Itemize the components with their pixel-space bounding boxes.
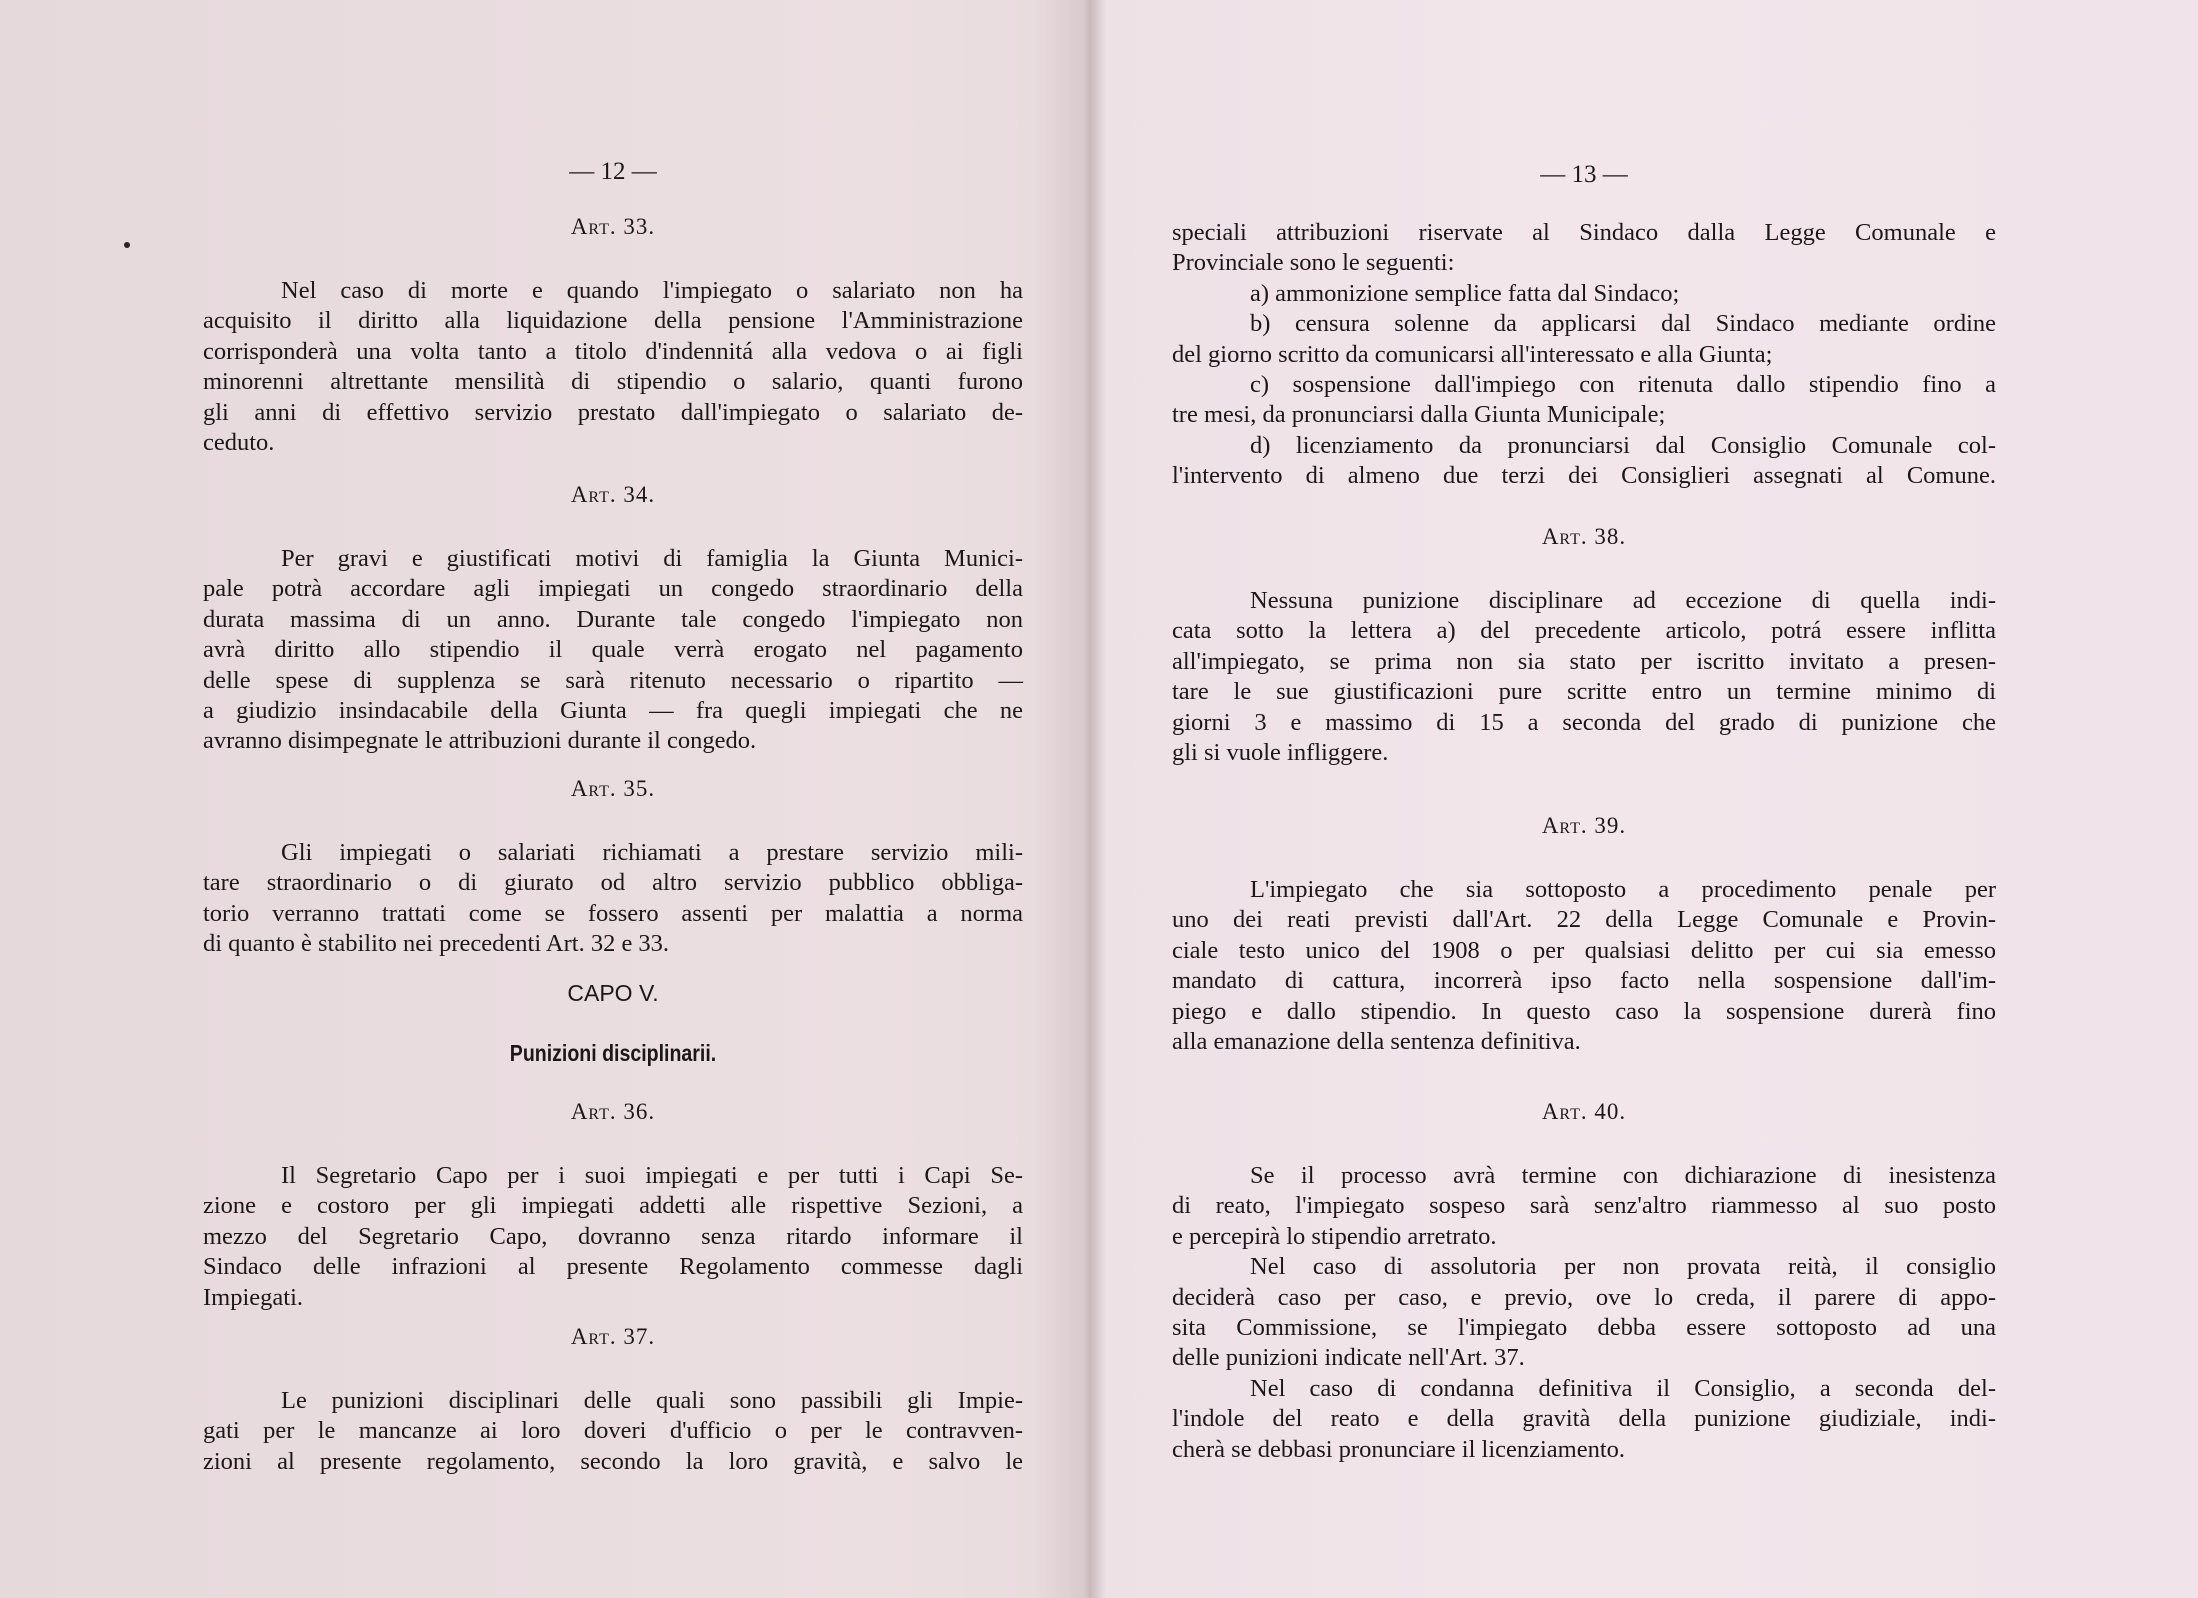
text-line: sita Commissione, se l'impiegato debba essere sottoposto ad una — [1172, 1313, 1996, 1341]
text-line: cata sotto la lettera a) del precedente articolo, potrá essere inflitta — [1172, 617, 1996, 645]
text-line: gli anni di effettivo servizio prestato dall'impiegato o salariato de- — [203, 398, 1023, 426]
text-line: zioni al presente regolamento, secondo la loro gravità, e salvo le — [203, 1447, 1023, 1475]
text-line: e percepirà lo stipendio arretrato. — [1172, 1222, 1497, 1250]
ink-speck — [124, 242, 130, 248]
text-line: avrà diritto allo stipendio il quale verrà erogato nel pagamento — [203, 636, 1023, 664]
text-line: delle spese di supplenza se sarà ritenuto necessario o ripartito — — [203, 666, 1023, 694]
text-line: torio verranno trattati come se fossero assenti per malattia a norma — [203, 899, 1023, 927]
article-38 — [1172, 524, 1996, 768]
text-line: l'indole del reato e della gravità della punizione giudiziale, indi- — [1172, 1405, 1996, 1433]
text-line: tare le sue giustificazioni pure scritte entro un termine minimo di — [1172, 678, 1996, 706]
text-line: uno dei reati previsti dall'Art. 22 della Legge Comunale e Provin- — [1172, 906, 1996, 934]
article-heading: Art. 40. — [1541, 1099, 1627, 1124]
text-line: di quanto è stabilito nei precedenti Art. 32 e 33. — [203, 930, 670, 958]
article-35 — [203, 776, 1023, 960]
article-40 — [1172, 1099, 1996, 1465]
text-line: giorni 3 e massimo di 15 a seconda del grado di punizione che — [1172, 708, 1996, 736]
text-line: del giorno scritto da comunicarsi all'interessato e alla Giunta; — [1172, 340, 1773, 368]
text-line: Nel caso di assolutoria per non provata reità, il consiglio — [1250, 1253, 1996, 1281]
text-line: Impiegati. — [203, 1283, 304, 1311]
text-line: a giudizio insindacabile della Giunta — fra quegli impiegati che ne — [203, 696, 1023, 724]
text-line: deciderà caso per caso, e previo, ove lo creda, il parere di appo- — [1172, 1283, 1996, 1311]
chapter-title: Punizioni disciplinarii. — [509, 1040, 717, 1066]
text-line: Nel caso di condanna definitiva il Consiglio, a seconda del- — [1250, 1374, 1996, 1402]
text-line: gli si vuole infliggere. — [1172, 738, 1389, 766]
article-37-continued — [1172, 218, 1996, 492]
text-line: Le punizioni disciplinari delle quali sono passibili gli Impie- — [281, 1387, 1023, 1414]
text-line: Se il processo avrà termine con dichiarazione di inesistenza — [1250, 1162, 1996, 1189]
article-36 — [203, 1099, 1023, 1313]
text-line: l'intervento di almeno due terzi dei Consiglieri assegnati al Comune. — [1172, 462, 1996, 490]
article-heading: Art. 39. — [1541, 813, 1627, 838]
text-line: corrisponderà una volta tanto a titolo d'indennitá alla vedova o ai figli — [203, 337, 1023, 365]
text-line: d) licenziamento da pronunciarsi dal Consiglio Comunale col- — [1250, 431, 1996, 459]
page-number: — 12 — — [569, 158, 657, 185]
text-line: mandato di cattura, incorrerà ipso facto nella sospensione dall'im- — [1172, 967, 1996, 995]
text-line: tare straordinario o di giurato od altro servizio pubblico obbliga- — [203, 869, 1023, 897]
text-line: L'impiegato che sia sottoposto a procedimento penale per — [1250, 876, 1996, 903]
text-line: Gli impiegati o salariati richiamati a prestare servizio mili- — [281, 839, 1023, 866]
text-line: alla emanazione della sentenza definitiva. — [1172, 1027, 1581, 1055]
text-line: ciale testo unico del 1908 o per qualsiasi delitto per cui sia emesso — [1172, 936, 1996, 964]
article-heading: Art. 34. — [570, 482, 656, 507]
text-line: Provinciale sono le seguenti: — [1172, 249, 1455, 277]
text-line: Nel caso di morte e quando l'impiegato o salariato non ha — [281, 277, 1023, 304]
text-line: gati per le mancanze ai loro doveri d'ufficio o per le contravven- — [203, 1417, 1023, 1445]
text-line: piego e dallo stipendio. In questo caso la sospensione durerà fino — [1172, 997, 1996, 1025]
text-line: minorenni altrettante mensilità di stipendio o salario, quanti furono — [203, 368, 1023, 396]
text-line: cherà se debbasi pronunciare il licenziamento. — [1172, 1435, 1626, 1463]
text-line: speciali attribuzioni riservate al Sindaco dalla Legge Comunale e — [1172, 219, 1996, 246]
text-line: Sindaco delle infrazioni al presente Regolamento commesse dagli — [203, 1253, 1023, 1281]
text-line: mezzo del Segretario Capo, dovranno senza ritardo informare il — [203, 1222, 1023, 1250]
chapter-label: CAPO V. — [567, 980, 659, 1006]
text-line: avranno disimpegnate le attribuzioni durante il congedo. — [203, 727, 757, 755]
text-line: b) censura solenne da applicarsi dal Sindaco mediante ordine — [1250, 310, 1996, 338]
article-39 — [1172, 813, 1996, 1057]
text-line: a) ammonizione semplice fatta dal Sindaco; — [1250, 279, 1680, 307]
text-line: di reato, l'impiegato sospeso sarà senz'altro riammesso al suo posto — [1172, 1192, 1996, 1220]
article-heading: Art. 35. — [570, 776, 656, 801]
text-line: pale potrà accordare agli impiegati un congedo straordinario della — [203, 575, 1023, 603]
article-33 — [203, 214, 1023, 458]
text-line: delle punizioni indicate nell'Art. 37. — [1172, 1344, 1525, 1372]
article-34 — [203, 482, 1023, 757]
text-line: durata massima di un anno. Durante tale congedo l'impiegato non — [203, 605, 1023, 633]
article-heading: Art. 33. — [570, 214, 656, 239]
text-line: zione e costoro per gli impiegati addetti alle rispettive Sezioni, a — [203, 1192, 1023, 1220]
text-line: ceduto. — [203, 428, 275, 456]
text-line: Il Segretario Capo per i suoi impiegati e per tutti i Capi Se- — [281, 1162, 1023, 1189]
article-heading: Art. 36. — [570, 1099, 656, 1124]
text-line: all'impiegato, se prima non sia stato per iscritto invitato a presen- — [1172, 647, 1996, 675]
article-heading: Art. 38. — [1541, 524, 1627, 549]
text-line: Nessuna punizione disciplinare ad eccezione di quella indi- — [1250, 587, 1996, 614]
text-line: c) sospensione dall'impiego con ritenuta dallo stipendio fino a — [1250, 370, 1996, 398]
page-number: — 13 — — [1540, 161, 1628, 188]
text-line: acquisito il diritto alla liquidazione della pensione l'Amministrazione — [203, 307, 1023, 335]
article-heading: Art. 37. — [570, 1324, 656, 1349]
text-line: Per gravi e giustificati motivi di famiglia la Giunta Munici- — [281, 545, 1023, 572]
article-37 — [203, 1324, 1023, 1477]
text-line: tre mesi, da pronunciarsi dalla Giunta Municipale; — [1172, 401, 1666, 429]
